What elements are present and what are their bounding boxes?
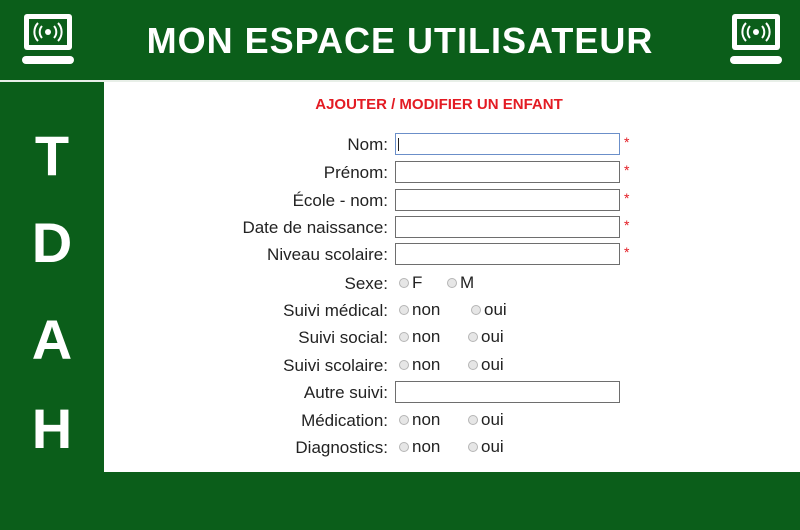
- form-panel: [104, 82, 800, 472]
- suivi-social-oui-radio[interactable]: [468, 332, 478, 342]
- medication-oui-radio[interactable]: [468, 415, 478, 425]
- diagnostics-oui-label[interactable]: oui: [481, 437, 504, 456]
- prenom-input[interactable]: [395, 161, 620, 183]
- form-row-medication: [104, 409, 800, 433]
- medication-non-radio[interactable]: [399, 415, 409, 425]
- required-marker: *: [624, 190, 630, 206]
- suivi-scolaire-oui-radio[interactable]: [468, 360, 478, 370]
- suivi-medical-oui-radio[interactable]: [471, 305, 481, 315]
- form-row-suivi-scolaire: [104, 354, 800, 378]
- suivi-scolaire-oui-label[interactable]: oui: [481, 355, 504, 374]
- sidebar-letter: H: [31, 397, 73, 460]
- suivi-scolaire-label: Suivi scolaire:: [283, 356, 388, 375]
- suivi-scolaire-non-radio[interactable]: [399, 360, 409, 370]
- required-marker: *: [624, 217, 630, 233]
- ecole-label: École - nom:: [292, 191, 388, 210]
- medication-non-label[interactable]: non: [412, 410, 441, 429]
- form-row-prenom: [104, 161, 800, 185]
- suivi-social-oui-label[interactable]: oui: [481, 327, 504, 346]
- required-marker: *: [624, 134, 630, 150]
- form-row-nom: [104, 133, 800, 157]
- diagnostics-non-radio[interactable]: [399, 442, 409, 452]
- suivi-medical-label: Suivi médical:: [283, 301, 388, 320]
- footer-band: [0, 472, 800, 530]
- nom-label: Nom:: [347, 135, 388, 154]
- autre-suivi-input[interactable]: [395, 381, 620, 403]
- date-naissance-input[interactable]: [395, 216, 620, 238]
- wireless-computer-icon: [730, 12, 782, 66]
- form-row-diagnostics: [104, 436, 800, 460]
- form-row-autre-suivi: [104, 381, 800, 405]
- prenom-label: Prénom:: [323, 163, 388, 182]
- suivi-medical-non-radio[interactable]: [399, 305, 409, 315]
- medication-label: Médication:: [301, 411, 388, 430]
- date-naissance-label: Date de naissance:: [242, 218, 388, 237]
- sidebar: [0, 82, 104, 472]
- sexe-f-radio[interactable]: [399, 278, 409, 288]
- sexe-label: Sexe:: [344, 274, 388, 293]
- sidebar-letter: D: [31, 211, 73, 274]
- sexe-m-label[interactable]: M: [460, 273, 475, 292]
- page-title: MON ESPACE UTILISATEUR: [146, 20, 654, 61]
- niveau-input[interactable]: [395, 243, 620, 265]
- suivi-social-label: Suivi social:: [298, 328, 388, 347]
- medication-oui-label[interactable]: oui: [481, 410, 504, 429]
- header-bar: [0, 0, 800, 80]
- suivi-scolaire-non-label[interactable]: non: [412, 355, 441, 374]
- text-caret: [398, 138, 399, 151]
- suivi-medical-non-label[interactable]: non: [412, 300, 441, 319]
- suivi-social-non-label[interactable]: non: [412, 327, 441, 346]
- form-row-date-naissance: [104, 216, 800, 240]
- sexe-f-label[interactable]: F: [412, 273, 423, 292]
- diagnostics-oui-radio[interactable]: [468, 442, 478, 452]
- niveau-label: Niveau scolaire:: [267, 245, 388, 264]
- diagnostics-non-label[interactable]: non: [412, 437, 441, 456]
- suivi-social-non-radio[interactable]: [399, 332, 409, 342]
- ecole-input[interactable]: [395, 189, 620, 211]
- required-marker: *: [624, 244, 630, 260]
- sidebar-letter: T: [34, 124, 70, 187]
- form-row-sexe: [104, 272, 800, 296]
- form-row-suivi-medical: [104, 299, 800, 323]
- suivi-medical-oui-label[interactable]: oui: [484, 300, 507, 319]
- form-row-suivi-social: [104, 326, 800, 350]
- diagnostics-label: Diagnostics:: [295, 438, 388, 457]
- form-row-niveau: [104, 243, 800, 267]
- sidebar-letter: A: [31, 308, 73, 371]
- autre-suivi-label: Autre suivi:: [303, 383, 388, 402]
- required-marker: *: [624, 162, 630, 178]
- form-row-ecole: [104, 189, 800, 213]
- nom-input[interactable]: [395, 133, 620, 155]
- form-title: AJOUTER / MODIFIER UN ENFANT: [315, 96, 563, 113]
- sexe-m-radio[interactable]: [447, 278, 457, 288]
